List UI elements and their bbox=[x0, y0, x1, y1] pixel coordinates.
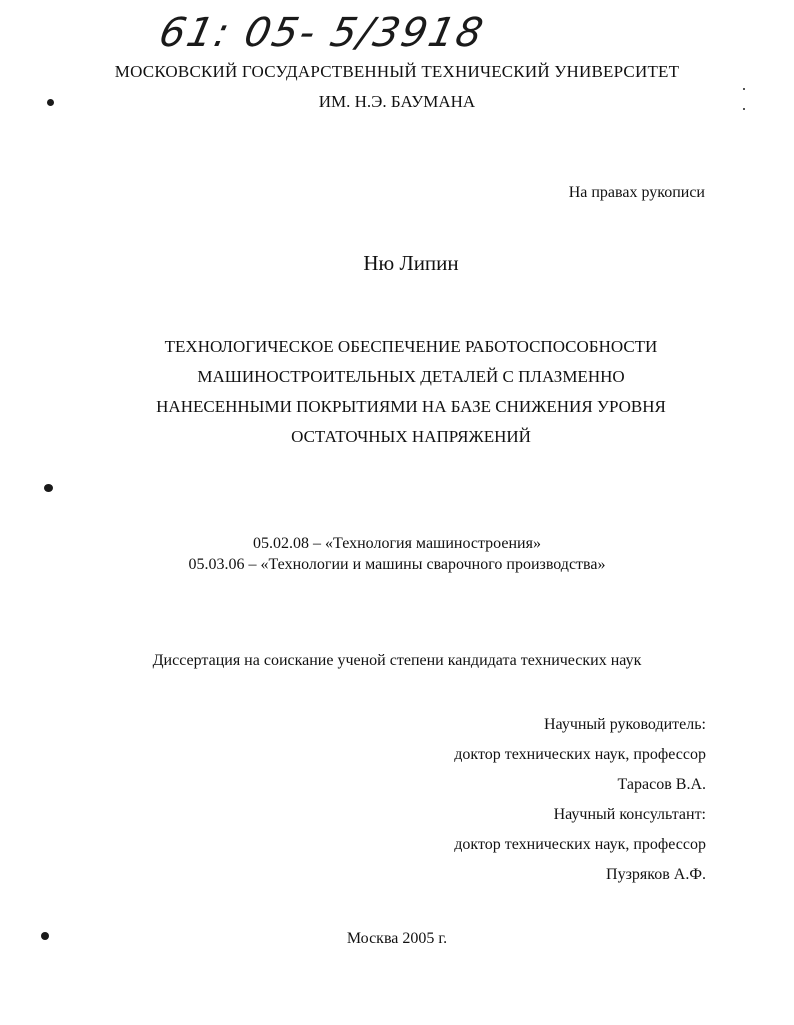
specialty-line: 05.02.08 – «Технология машиностроения» bbox=[253, 535, 541, 552]
title-line: НАНЕСЕННЫМИ ПОКРЫТИЯМИ НА БАЗЕ СНИЖЕНИЯ УРОВНЯ bbox=[156, 397, 666, 416]
consultant-degree: доктор технических наук, профессор bbox=[454, 836, 706, 853]
binding-hole-mark bbox=[44, 484, 53, 492]
scan-speck bbox=[743, 108, 745, 110]
dissertation-title bbox=[14, 332, 794, 452]
degree-statement: Диссертация на соискание ученой степени кандидата технических наук bbox=[152, 652, 642, 669]
title-line: ОСТАТОЧНЫХ НАПРЯЖЕНИЙ bbox=[291, 427, 531, 446]
scan-speck bbox=[743, 88, 745, 90]
supervisor-degree: доктор технических наук, профессор bbox=[454, 746, 706, 763]
author-name: Ню Липин bbox=[363, 251, 459, 275]
title-line: МАШИНОСТРОИТЕЛЬНЫХ ДЕТАЛЕЙ С ПЛАЗМЕННО bbox=[197, 367, 625, 386]
consultant-name: Пузряков А.Ф. bbox=[606, 866, 706, 883]
supervisor-role: Научный руководитель: bbox=[543, 716, 706, 733]
title-line: ТЕХНОЛОГИЧЕСКОЕ ОБЕСПЕЧЕНИЕ РАБОТОСПОСОБНОСТИ bbox=[164, 337, 658, 356]
handwritten-catalog-number: 61: 05- 5/3918 bbox=[155, 10, 489, 56]
consultant-role: Научный консультант: bbox=[553, 806, 706, 823]
university-name-line2: ИМ. Н.Э. БАУМАНА bbox=[318, 92, 476, 111]
manuscript-note: На правах рукописи bbox=[568, 184, 705, 201]
binding-hole-mark bbox=[47, 99, 54, 106]
specialty-line: 05.03.06 – «Технологии и машины сварочного производства» bbox=[188, 556, 606, 573]
supervisors-block bbox=[454, 710, 706, 890]
specialties bbox=[0, 533, 794, 575]
university-name: МОСКОВСКИЙ ГОСУДАРСТВЕННЫЙ ТЕХНИЧЕСКИЙ УНИВЕРСИТЕТ bbox=[114, 62, 680, 81]
city-year: Москва 2005 г. bbox=[346, 930, 448, 947]
supervisor-name: Тарасов В.А. bbox=[617, 776, 706, 793]
binding-hole-mark bbox=[41, 932, 49, 940]
